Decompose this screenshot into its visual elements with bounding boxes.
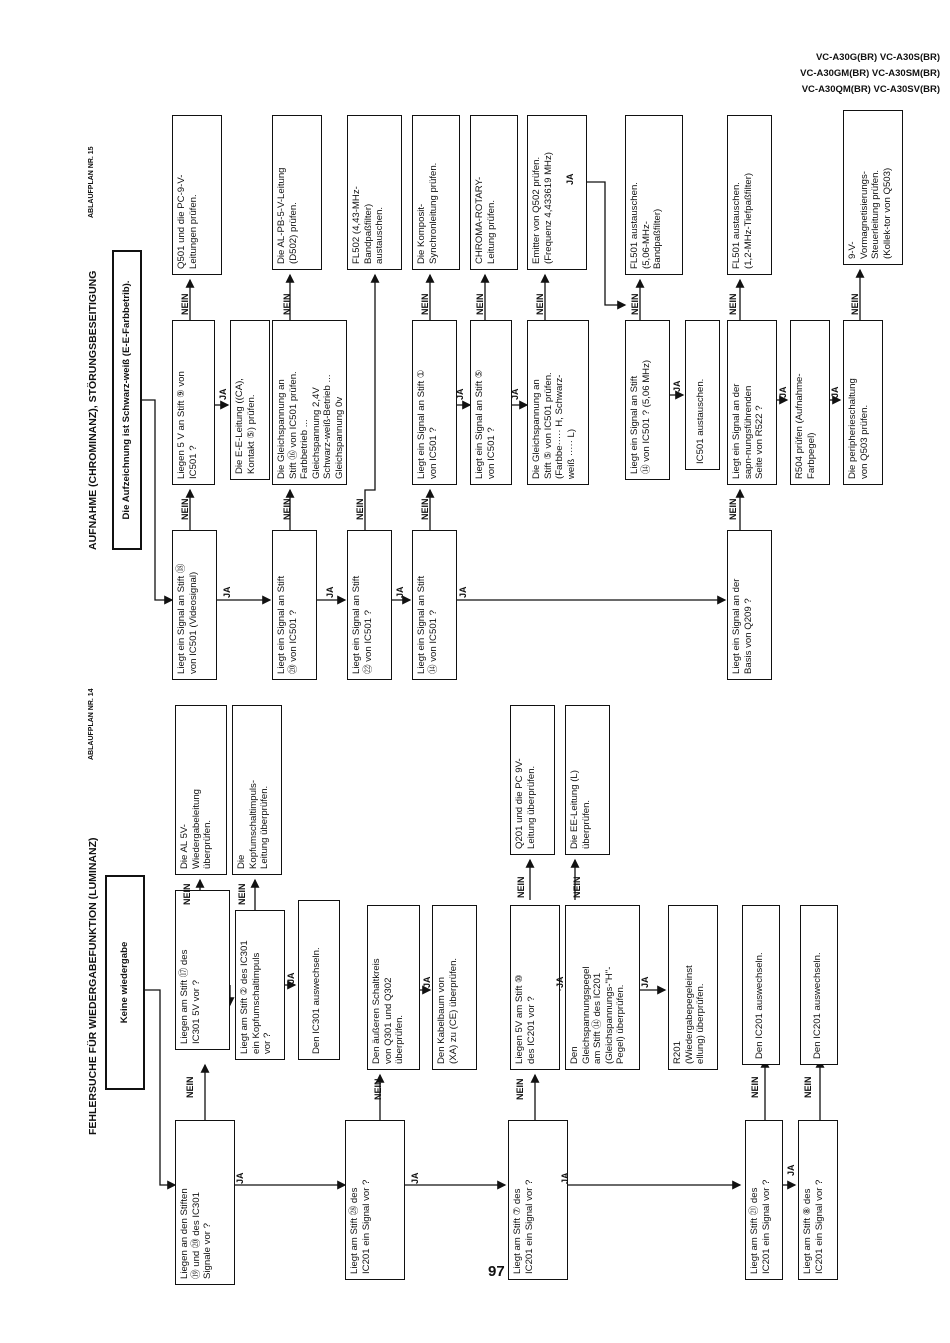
label-yes: JA — [325, 586, 335, 598]
right-q2a — [272, 320, 347, 485]
right-r3 — [347, 115, 402, 270]
left-q3 — [508, 1120, 568, 1280]
right-q5b — [790, 320, 830, 485]
left-plan-number: ABLAUFPLAN NR. 14 — [88, 688, 95, 760]
left-q1a-text: Liegen am Stift ⑰ des IC301 5V vor ? — [179, 949, 202, 1044]
right-q4-text: Liegt ein Signal an Stift ⑭ von IC501 ? — [416, 575, 439, 674]
label-no: NEIN — [728, 498, 738, 520]
label-yes: JA — [222, 586, 232, 598]
label-no: NEIN — [373, 1078, 383, 1100]
label-no: NEIN — [185, 1076, 195, 1098]
left-r4 — [742, 905, 780, 1065]
right-r3-text: FL502 (4,43-MHz- Bandpaßfilter) austauschen. — [351, 186, 385, 264]
right-r2a-text: Die AL-PB-5-V-Leitung (D502) prüfen. — [276, 167, 299, 264]
left-r1c — [298, 900, 340, 1060]
left-r3c — [668, 905, 718, 1070]
label-yes: JA — [235, 1172, 245, 1184]
label-no: NEIN — [420, 293, 430, 315]
left-r4-text: Den IC201 auswechseln. — [754, 952, 765, 1059]
right-q1a-text: Liegen 5 V an Stift ⑨ von IC501 ? — [176, 371, 199, 479]
right-q4a-text: Liegt ein Signal an Stift ① von IC501 ? — [416, 369, 439, 479]
start-box-no-playback — [105, 875, 145, 1090]
label-yes: JA — [672, 380, 682, 392]
label-yes: JA — [778, 386, 788, 398]
left-q4-text: Liegt am Stift ㉑ des IC201 ein Signal vor ? — [749, 1179, 772, 1274]
left-r3b — [565, 705, 610, 855]
right-r4a-text: Die Komposit- Synchronleitung prüfen. — [416, 162, 439, 264]
left-q3b-text: Den Gleichspannungspegel am Stift ⑭ des IC201 (Gleichspannungs-"H"- Pegel) überprüfen. — [569, 966, 626, 1064]
right-plan-number: ABLAUFPLAN NR. 15 — [88, 146, 95, 218]
label-yes: JA — [395, 586, 405, 598]
right-r1b-text: Die E-E-Leitung ((CA), Kontakt ⑤) prüfen. — [234, 378, 257, 474]
left-q5-text: Liegt am Stift ⑧ des IC201 ein Signal vor ? — [802, 1179, 825, 1274]
left-q1b — [235, 910, 285, 1060]
label-no: NEIN — [237, 883, 247, 905]
left-r2a-text: Den Kabelbaum von (XA) zu (CE) überprüfen. — [436, 957, 459, 1064]
label-yes: JA — [458, 586, 468, 598]
label-yes: JA — [286, 972, 296, 984]
label-no: NEIN — [630, 293, 640, 315]
right-q4b — [470, 320, 512, 485]
label-no: NEIN — [515, 1078, 525, 1100]
right-q5c — [843, 320, 883, 485]
label-no: NEIN — [180, 293, 190, 315]
label-no: NEIN — [475, 293, 485, 315]
model-line-1: VC-A30G(BR) VC-A30S(BR) — [815, 52, 940, 63]
right-r5c — [843, 110, 903, 265]
label-no: NEIN — [282, 293, 292, 315]
right-q4b-text: Liegt ein Signal an Stift ⑤ von IC501 ? — [474, 369, 497, 479]
left-q1-text: Liegen an den Stiften ⑲ und ⑳ des IC301 Signale vor ? — [179, 1188, 213, 1279]
left-r2a — [432, 905, 477, 1070]
label-no: NEIN — [535, 293, 545, 315]
model-line-3: VC-A30QM(BR) VC-A30SV(BR) — [801, 84, 940, 95]
label-yes: JA — [455, 388, 465, 400]
left-r3a — [510, 705, 555, 855]
left-title: FEHLERSUCHE FÜR WIEDERGABEFUNKTION (LUMINANZ) — [87, 837, 99, 1135]
right-r4b-text: CHROMA-ROTARY- Leitung prüfen. — [474, 176, 497, 264]
left-r5 — [800, 905, 838, 1065]
right-r4c-text: Emitter von Q502 prüfen. (Frequenz 4,433619 MHz) — [531, 152, 554, 264]
right-r1a — [172, 115, 222, 275]
left-r1b — [232, 705, 282, 875]
right-q4c-text: Die Gleichspannung an Stift ⑤ von IC501 prüfen. (Farbbe····· H, Schwarz- weiß ····· L) — [531, 372, 577, 479]
label-yes: JA — [560, 1172, 570, 1184]
right-q1a — [172, 320, 215, 485]
label-no: NEIN — [355, 498, 365, 520]
right-r4a — [412, 115, 460, 270]
right-q4d-text: Liegt ein Signal an Stift ⑭ von IC501 ? (5,06 MHz) — [629, 359, 652, 474]
left-q2a-text: Den äußeren Schaltkreis von Q301 und Q302 überprüfen. — [371, 958, 405, 1064]
right-q1-text: Liegt ein Signal an Stift ⑱ von IC501 (Videosignal) — [176, 563, 199, 674]
left-r1a-text: Die AL 5V- Wiedergabeleitung überprüfen. — [179, 788, 213, 869]
left-r3c-text: R201 (Wiedergabepegeleinst ellung) überprüfen. — [672, 965, 706, 1064]
label-no: NEIN — [728, 293, 738, 315]
right-r2a — [272, 115, 322, 270]
label-no: NEIN — [572, 876, 582, 898]
right-r1b — [230, 320, 270, 480]
label-yes: JA — [410, 1172, 420, 1184]
label-yes: JA — [640, 976, 650, 988]
right-r4e-text: IC501 austauschen. — [695, 378, 706, 464]
right-title: AUFNAHME (CHROMINANZ), STÖRUNGSBESEITIGUNG — [87, 270, 99, 550]
right-r4b — [470, 115, 518, 270]
label-no: NEIN — [420, 498, 430, 520]
left-r3b-text: Die EE-Leitung (L) überprüfen. — [569, 770, 592, 849]
left-q4 — [745, 1120, 783, 1280]
label-no: NEIN — [182, 883, 192, 905]
right-q2a-text: Die Gleichspannung an Stift ⑯ von IC501 prüfen. Farbbetrieb ... Gleichspannung 2,4V Schwarz-weiß-Betrieb ... Gleichspannung 0v — [276, 371, 345, 479]
right-q5a-text: Liegt ein Signal an der sapn-nungsführenden Seite von R522 ? — [731, 383, 765, 479]
left-q3a-text: Liegen 5V am Stift ⑩ des IC201 vor ? — [514, 974, 537, 1064]
label-no: NEIN — [282, 498, 292, 520]
right-q5c-text: Die peripherieschaltung von Q503 prüfen. — [847, 378, 870, 479]
right-r1a-text: Q501 und die PC-9-V- Leitungen prüfen. — [176, 174, 199, 269]
right-q3 — [347, 530, 392, 680]
left-r5-text: Den IC201 auswechseln. — [812, 952, 823, 1059]
left-q5 — [798, 1120, 838, 1280]
right-q4a — [412, 320, 457, 485]
left-r3a-text: Q201 und die PC 9V- Leitung überprüfen. — [514, 758, 537, 849]
label-no: NEIN — [803, 1076, 813, 1098]
left-r1c-text: Den IC301 auswechseln. — [311, 947, 322, 1054]
left-r1a — [175, 705, 227, 875]
right-r5c-text: 9-V- Vormagnetisierungs- Steuerleitung prüfen. (Kollek-tor von Q503) — [847, 167, 893, 259]
left-q1a — [175, 890, 230, 1050]
left-q3b — [565, 905, 640, 1070]
right-r4d — [625, 115, 683, 275]
left-q2 — [345, 1120, 405, 1280]
label-yes: JA — [555, 976, 565, 988]
right-r4e — [685, 320, 720, 470]
right-q5b-text: R504 prüfen (Aufnahme- Farbpegel) — [794, 373, 817, 479]
model-line-2: VC-A30GM(BR) VC-A30SM(BR) — [800, 68, 940, 79]
right-r5a — [727, 115, 772, 275]
right-r4d-text: FL501 austauschen. (5,06-MHz- Bandpaßfilter) — [629, 182, 663, 269]
right-q4d — [625, 320, 670, 480]
left-r1b-text: Die Kopfumschaltimpuls- Leitung überprüfen. — [236, 779, 270, 869]
page-number: 97 — [488, 1263, 505, 1280]
right-q2 — [272, 530, 317, 680]
label-no: NEIN — [516, 876, 526, 898]
right-q1 — [172, 530, 217, 680]
right-q5 — [727, 530, 772, 680]
right-q5-text: Liegt ein Signal an der Basis von Q209 ? — [731, 578, 754, 674]
right-q2-text: Liegt ein Signal an Stift ⑳ von IC501 ? — [276, 575, 299, 674]
label-no: NEIN — [750, 1076, 760, 1098]
left-q3-text: Liegt am Stift ⑦ des IC201 ein Signal vor ? — [512, 1179, 535, 1274]
right-q5a — [727, 320, 777, 485]
left-q2a — [367, 905, 420, 1070]
start-text: Keine wiedergabe — [119, 941, 130, 1024]
label-yes: JA — [830, 386, 840, 398]
left-q1 — [175, 1120, 235, 1285]
label-no: NEIN — [180, 498, 190, 520]
right-r5a-text: FL501 austauschen. (1,2-MHz-Tiefpaßfilter) — [731, 172, 754, 269]
right-r4c — [527, 115, 587, 270]
label-yes: JA — [218, 388, 228, 400]
right-q4c — [527, 320, 589, 485]
label-yes: JA — [510, 388, 520, 400]
label-yes: JA — [786, 1164, 796, 1176]
label-no: NEIN — [850, 293, 860, 315]
label-yes: JA — [565, 173, 575, 185]
left-q3a — [510, 905, 560, 1070]
left-q2-text: Liegt am Stift ㉘ des IC201 ein Signal vor ? — [349, 1179, 372, 1274]
right-q3-text: Liegt ein Signal an Stift ㉒ von IC501 ? — [351, 575, 374, 674]
left-q1b-text: Liegt am Stift ② des IC301 ein Kopfumschaltimpuls vor ? — [239, 940, 273, 1054]
start-box-bw-recording — [112, 250, 142, 550]
right-q4 — [412, 530, 457, 680]
label-yes: JA — [422, 976, 432, 988]
right-start-text: Die Aufzeichnung ist Schwarz-weiß (E-E-Farbbetrib). — [121, 280, 132, 520]
